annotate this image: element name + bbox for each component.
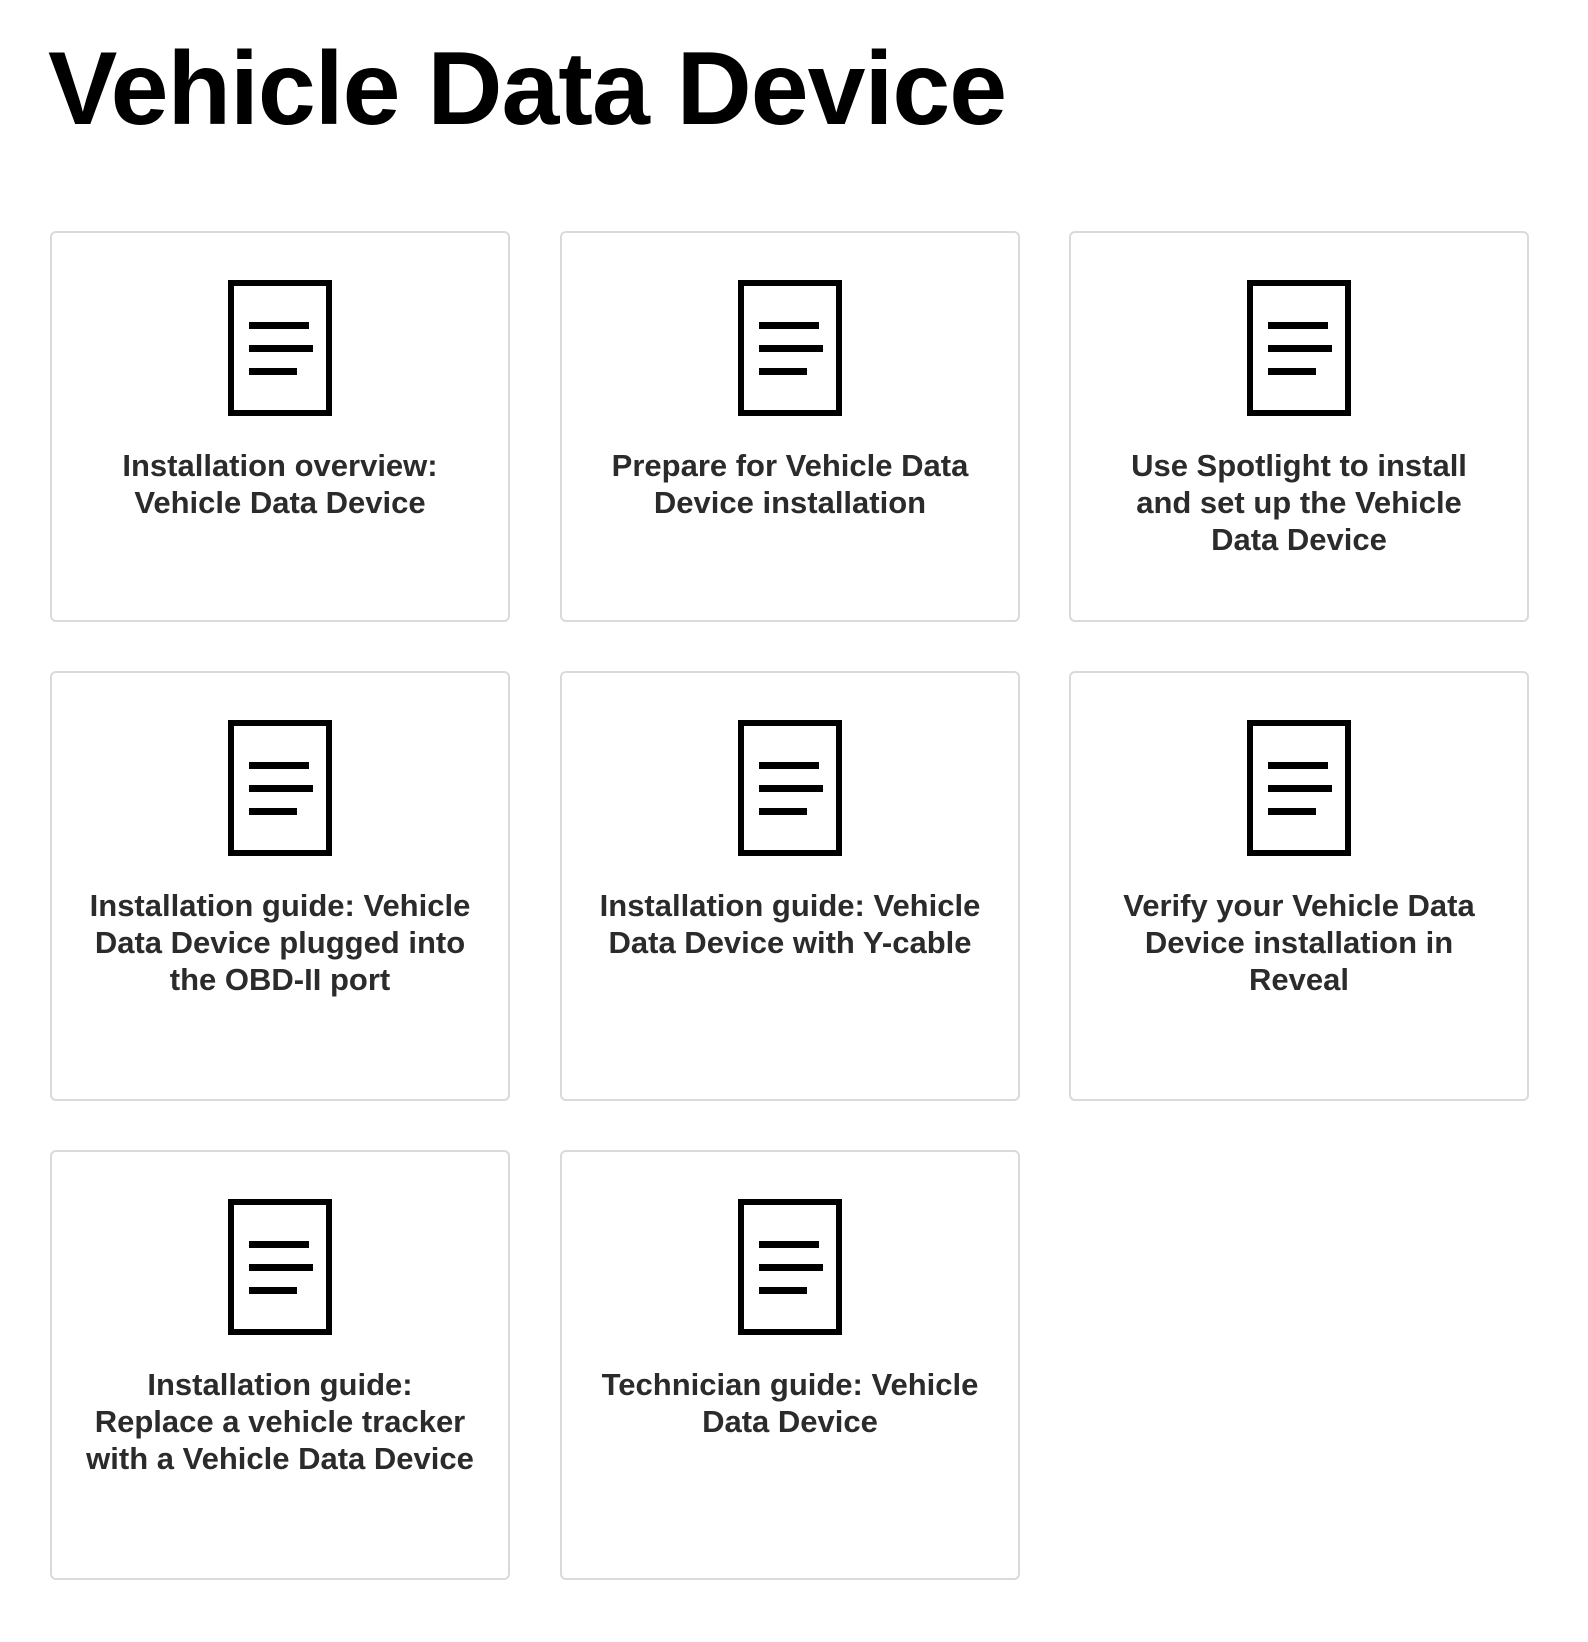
document-icon [228,1199,332,1335]
card-title: Installation guide: Vehicle Data Device with Y-cable [599,888,981,960]
document-icon [1247,720,1351,856]
article-card[interactable] [50,1150,510,1580]
card-title: Technician guide: Vehicle Data Device [601,1367,979,1439]
card-title: Verify your Vehicle Data Device installation in Reveal [1123,888,1475,997]
card-title: Use Spotlight to install and set up the Vehicle Data Device [1131,448,1467,557]
document-icon [228,720,332,856]
card-title: Installation overview: Vehicle Data Device [122,448,438,520]
article-card[interactable] [560,671,1020,1101]
card-title: Installation guide: Replace a vehicle tracker with a Vehicle Data Device [86,1367,474,1476]
card-title: Prepare for Vehicle Data Device installation [611,448,969,520]
article-card[interactable] [1069,671,1529,1101]
card-title: Installation guide: Vehicle Data Device plugged into the OBD-II port [89,888,471,997]
article-card[interactable] [50,671,510,1101]
document-icon [738,1199,842,1335]
article-card[interactable] [1069,231,1529,622]
document-icon [738,280,842,416]
page-title: Vehicle Data Device [48,31,1007,147]
article-card[interactable] [560,231,1020,622]
document-icon [738,720,842,856]
article-card[interactable] [50,231,510,622]
document-icon [1247,280,1351,416]
document-icon [228,280,332,416]
article-card[interactable] [560,1150,1020,1580]
